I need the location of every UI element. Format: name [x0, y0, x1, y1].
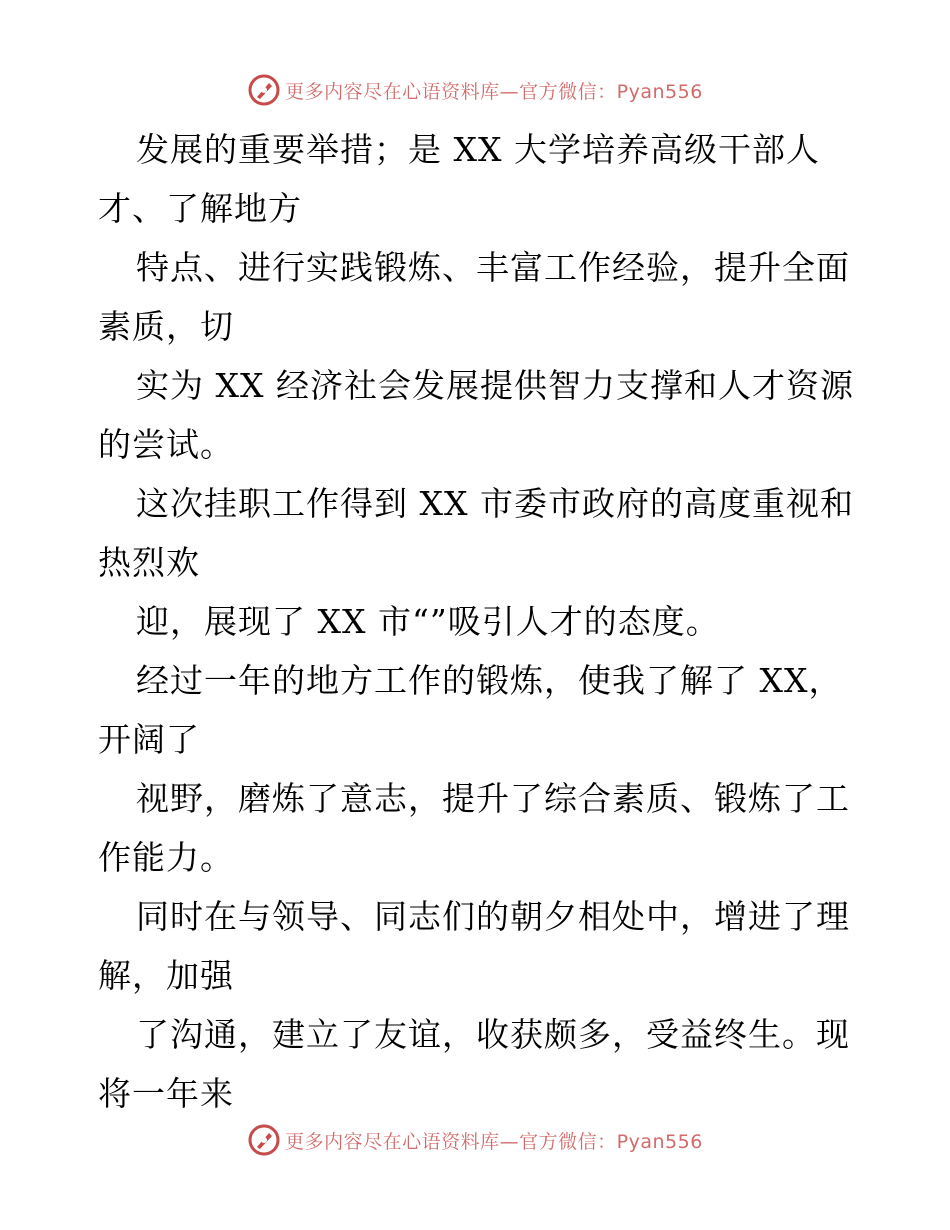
text-line: 经过一年的地方工作的锻炼，使我了解了 XX， — [136, 661, 843, 700]
text-line: 的尝试。 — [98, 425, 234, 464]
text-line: 热烈欢 — [98, 543, 200, 582]
text-line: 特点、进行实践锻炼、丰富工作经验，提升全面 — [136, 248, 850, 287]
document-body — [98, 120, 858, 1123]
text-line: 开阔了 — [98, 720, 200, 759]
text-line: 解，加强 — [98, 956, 234, 995]
text-line: 发展的重要举措；是 XX 大学培养高级干部人 — [136, 130, 820, 169]
text-line: 素质，切 — [98, 307, 234, 346]
pen-logo-icon — [247, 73, 281, 107]
text-line: 迎，展现了 XX 市“”吸引人才的态度。 — [136, 602, 720, 641]
text-line: 将一年来 — [98, 1074, 234, 1113]
watermark-text: 更多内容尽在心语资料库—官方微信：Pyan556 — [285, 1130, 703, 1153]
text-line: 了沟通，建立了友谊，收获颇多，受益终生。现 — [136, 1015, 850, 1054]
text-line: 同时在与领导、同志们的朝夕相处中，增进了理 — [136, 897, 850, 936]
text-line: 视野，磨炼了意志，提升了综合素质、锻炼了工 — [136, 779, 850, 818]
text-line: 实为 XX 经济社会发展提供智力支撑和人才资源 — [136, 366, 854, 405]
footer-watermark — [0, 1120, 950, 1160]
text-line: 这次挂职工作得到 XX 市委市政府的高度重视和 — [136, 484, 854, 523]
text-line: 作能力。 — [98, 838, 234, 877]
watermark-text: 更多内容尽在心语资料库—官方微信：Pyan556 — [285, 80, 703, 103]
pen-logo-icon — [247, 1123, 281, 1157]
header-watermark — [0, 70, 950, 110]
text-line: 才、了解地方 — [98, 189, 302, 228]
